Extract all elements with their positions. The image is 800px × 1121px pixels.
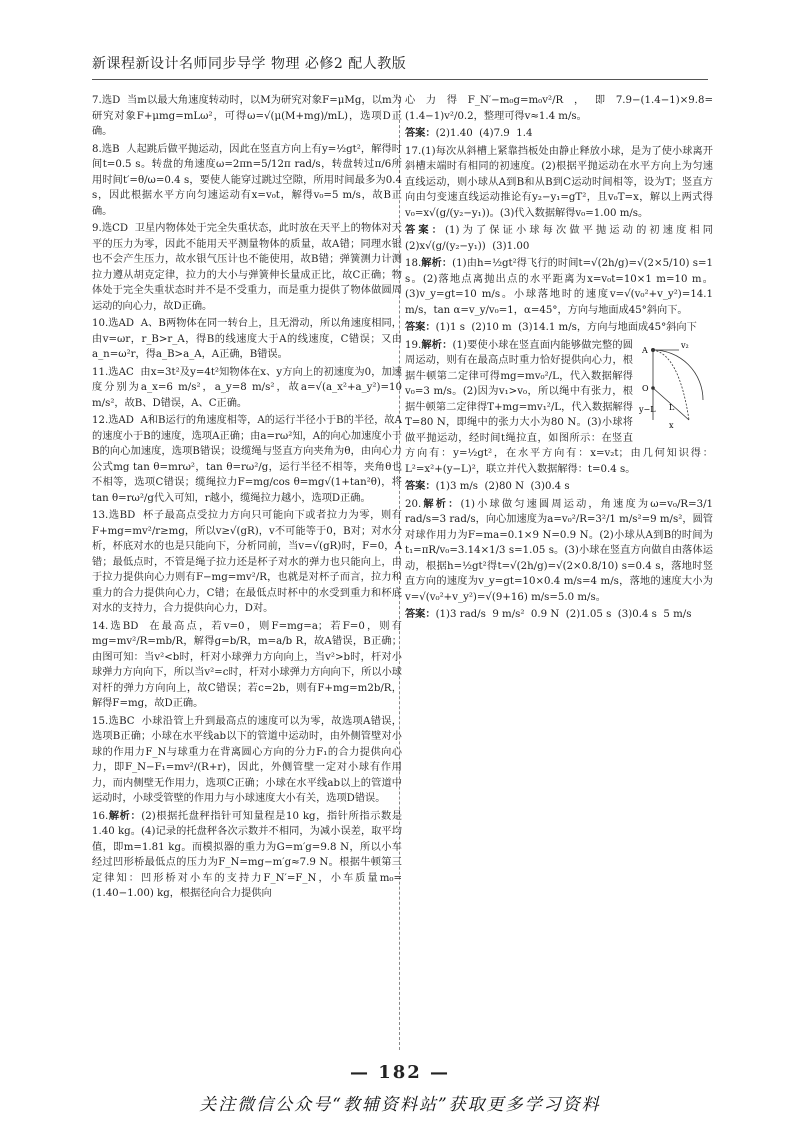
page-number: — 182 — <box>349 1062 451 1083</box>
item-text: 选BD 杯子最高点受拉力方向只可能向下或者拉力为零，则有F+mg=mv²/r≥mg，所以v≥√(gR)，v不可能等于0，B对；对水分析，杯底对水的也是只能向下，分析同前，当v=√(gR)时，F=0，A错；最低点时，不管是绳子拉力还是杯子对水的弹力也只能向上，由于拉力提供向心力则有F−mg=mv²/R，也就是对杯子而言，拉力和重力的合力提供向心力，C错；在最低点时杯中的水受到重力和杯底对水的支持力，合力提供向心力，D对。 <box>92 510 402 614</box>
analysis-label: 解析： <box>421 497 461 510</box>
item-text: (2)1.40 (4)7.9 1.4 <box>435 128 533 139</box>
answer-item <box>92 221 402 314</box>
label-l: L <box>669 402 675 412</box>
item-number: 13. <box>92 510 109 521</box>
point-o <box>651 386 655 390</box>
trajectory-diagram <box>639 340 713 432</box>
item-number: 15. <box>92 715 109 727</box>
label-v2: v₂ <box>681 340 689 350</box>
item-text: 选D 当m以最大角速度转动时，以M为研究对象F=μMg，以m为研究对象F+μmg=mLω²，可得ω=√(μ(M+mg)/mL)，选项D正确。 <box>92 95 402 137</box>
footer-note: 关注微信公众号“教辅资料站”获取更多学习资料 <box>199 1095 601 1115</box>
answer-item <box>405 93 713 124</box>
item-text: (1)要使小球在竖直面内能够做完整的圆周运动，则有在最高点时重力恰好提供向心力，根据牛顿第二定律可得mg=mv₀²/L，代入数据解得v₀=3 m/s。(2)因为v₁>v₀，所以绳中有张力，根据牛顿第二定律得T+mg=mv₁²/L，代入数据解得T=80 N，即绳中的张力大小为80 N。(3)小球将做平抛运动，经时间t绳拉直，如图所示：在竖直方向有：y=½gt²，在水平方向有：x=v₂t；由几何知识得：L²=x²+(y−L)²，联立并代入数据解得：t=0.4 s。 <box>405 339 713 475</box>
label-x: x <box>669 420 674 430</box>
left-column <box>92 93 406 904</box>
answer-item <box>405 144 713 222</box>
item-text: (1)1 s (2)10 m (3)14.1 m/s，方向与地面成45°斜向下 <box>435 322 697 333</box>
answer-item <box>92 809 402 902</box>
answer-item <box>405 607 713 623</box>
item-number: 20. <box>405 498 422 510</box>
answer-item <box>405 223 720 254</box>
item-text: 选BC 小球沿管上升到最高点的速度可以为零，故选项A错误，选项B正确；小球在水平线ab以下的管道中运动时，由外侧管壁对小球的作用力F_N与球重力在背离圆心方向的分力F₁的合力提供向心力，即F_N−F₁=mv²/(R+r)，因此，外侧管壁一定对小球有作用力，而内侧壁无作用力，选项C正确；小球在水平线ab以上的管道中运动时，小球受管壁的作用力与小球速度大小有关，选项D错误。 <box>92 715 402 804</box>
item-text: (1)3 rad/s 9 m/s² 0.9 N (2)1.05 s (3)0.4 s 5 m/s <box>435 609 692 620</box>
running-header <box>92 53 708 80</box>
answer-item <box>405 479 713 495</box>
item-text: (1)小球做匀速圆周运动，角速度为ω=v₀/R=3/1 rad/s=3 rad/s，向心加速度为a=v₀²/R=3²/1 m/s²=9 m/s²，圆管对球作用力为F=ma=0.1×9 N=0.9 N。(2)小球从A到B的时间为t₁=πR/v₀=3.14×1/3 s=1.05 s。(3)小球在竖直方向做自由落体运动，根据h=½gt²得t=√(2h/g)=√(2×0.8/10) s=0.4 s，落地时竖直方向的速度为v_y=gt=10×0.4 m/s=4 m/s，落地的速度大小为v=√(v₀²+v_y²)=√(9+16) m/s=5.0 m/s。 <box>405 498 717 603</box>
answer-item <box>92 365 406 412</box>
answer-item <box>92 316 402 363</box>
item-text: (1)由h=½gt²得飞行的时间t=√(2h/g)=√(2×5/10) s=1 s。(2)落地点离抛出点的水平距离为x=v₀t=10×1 m=10 m。(3)v_y=gt=10 m/s。小球落地时的速度v=√(v₀²+v_y²)=14.1 m/s，tan α=v_y/v₀=1，α=45°，方向与地面成45°斜向下。 <box>405 258 717 316</box>
header-title: 新课程新设计名师同步导学 物理 必修2 配人教版 <box>92 56 407 72</box>
item-text: 选CD 卫星内物体处于完全失重状态，此时放在天平上的物体对天平的压力为零，因此不能用天平测量物体的质量，故A错；同理水银也不会产生压力，故水银气压计也不能使用，故B错；弹簧测力计测拉力遵从胡克定律，拉力的大小与弹簧伸长量成正比，故C正确；物体处于完全失重状态时并不是不受重力，而是重力提供了物体做圆周运动的向心力，故D正确。 <box>92 223 402 312</box>
answer-item <box>405 126 713 142</box>
label-y-minus-l: y−L <box>639 404 656 414</box>
answer-label: 答案： <box>405 608 436 620</box>
point-a <box>651 348 655 352</box>
item-text: 选B 人起跳后做平抛运动，因此在竖直方向上有y=½gt²，解得时间t=0.5 s。转盘的角速度ω=2πn=5/12π rad/s，转盘转过π/6所用时间t′=θ/ω=0.4 s，要使人能穿过跳过空隙，所用时间最多为0.4 s，因此根据水平方向匀速运动有x=v₀t，解得v₀=5 m/s，故B正确。 <box>92 143 406 217</box>
answer-item <box>92 508 402 617</box>
right-column <box>405 93 720 625</box>
analysis-label: 解析： <box>421 257 453 269</box>
item-number: 12. <box>92 415 109 426</box>
answer-label: 答案： <box>405 127 436 139</box>
item-number: 18. <box>405 258 422 269</box>
answer-item <box>92 413 402 506</box>
item-number: 8. <box>92 143 102 155</box>
item-number: 7. <box>92 95 102 106</box>
item-text: 选BD 在最高点，若v=0，则F=mg=a；若F=0，则有mg=mv²/R=mb/R，解得g=b/R，m=a/b R，故A错误，B正确；由图可知：当v²<b时，杆对小球弹力方向向上，当v²>b时，杆对小球弹力方向向下，所以当v²=c时，杆对小球弹力方向向下，所以小球对杆的弹力方向向上，故C错误；若c=2b，则有F+mg=m2b/R，解得F=mg，故D正确。 <box>92 620 402 709</box>
answer-item <box>92 714 402 807</box>
answer-item <box>92 93 402 140</box>
answer-item <box>405 320 713 336</box>
analysis-label: 解析： <box>108 809 142 822</box>
item-number: 17. <box>405 145 422 157</box>
answer-item <box>405 256 717 318</box>
label-o: O <box>642 383 649 393</box>
item-number: 19. <box>405 339 422 351</box>
item-number: 10. <box>92 318 109 329</box>
item-number: 11. <box>92 366 109 378</box>
item-number: 9. <box>92 223 102 234</box>
item-text: (2)根据托盘秤指针可知量程是10 kg，指针所指示数是1.40 kg。(4)记录的托盘秤各次示数并不相同，为减小误差，取平均值，即m=1.81 kg。而模拟器的重力为G=m′g=9.8 N，所以小车经过凹形桥最低点的压力为F_N=mg−m′g≈7.9 N。根据牛顿第三定律知：凹形桥对小车的支持力F_N′=F_N，小车质量m₀=(1.40−1.00) kg，根据径向合力提供向 <box>92 810 403 899</box>
answer-item <box>405 338 713 478</box>
item-text: (1)每次从斜槽上紧靠挡板处由静止释放小球，是为了使小球离开斜槽末端时有相同的初速度。(2)根据平抛运动在水平方向上为匀速直线运动，则小球从A到B和从B到C运动时间相等，设为T；竖直方向由匀变速直线运动推论有y₂−y₁=gT²，且v₀T=x，解以上两式得v₀=x√(g/(y₂−y₁))。(3)代入数据解得v₀=1.00 m/s。 <box>405 145 713 219</box>
item-text: 选AC 由x=3t²及y=4t²知物体在x、y方向上的初速度为0，加速度分别为a_x=6 m/s²，a_y=8 m/s²，故a=√(a_x²+a_y²)=10 m/s²，故B、D错误，A、C正确。 <box>92 366 406 409</box>
item-number: 14. <box>92 620 109 632</box>
item-text: (1)3 m/s (2)80 N (3)0.4 s <box>435 481 570 492</box>
item-text: 选AD A和B运行的角速度相等，A的运行半径小于B的半径，故A的速度小于B的速度，选项A正确；由a=rω²知，A的向心加速度小于B的向心加速度，选项B错误；设缆绳与竖直方向夹角为θ，由向心力公式mg tan θ=mrω²，tan θ=rω²/g，运行半径不相等，夹角θ也不相等，选项C错误；缆绳拉力F=mg/cos θ=mg√(1+tan²θ)，将tan θ=rω²/g代入可知，r越小，缆绳拉力越小，选项D正确。 <box>92 415 402 504</box>
item-text: 心力得F_N′−m₀g=m₀v²/R，即7.9−(1.4−1)×9.8=(1.4−1)v²/0.2，整理可得v≈1.4 m/s。 <box>405 95 713 122</box>
label-a: A <box>642 345 648 355</box>
item-number: 16. <box>92 810 109 822</box>
answer-label: 答案： <box>405 321 436 333</box>
answer-item <box>92 619 402 712</box>
analysis-label: 解析： <box>421 338 453 351</box>
answer-label: 答案： <box>405 480 436 492</box>
answer-item <box>405 497 717 606</box>
answer-label: 答案： <box>405 224 446 236</box>
answer-item <box>92 142 406 220</box>
item-text: (1)为了保证小球每次做平抛运动的初速度相同 (2)x√(g/(y₂−y₁)) (3)1.00 <box>405 225 720 252</box>
item-text: 选AD A、B两物体在同一转台上，且无滑动，所以角速度相同，由v=ωr，r_B>r_A，得B的线速度大于A的线速度，C错误；又由a_n=ω²r，得a_B>a_A，A正确，B错误。 <box>92 318 402 360</box>
